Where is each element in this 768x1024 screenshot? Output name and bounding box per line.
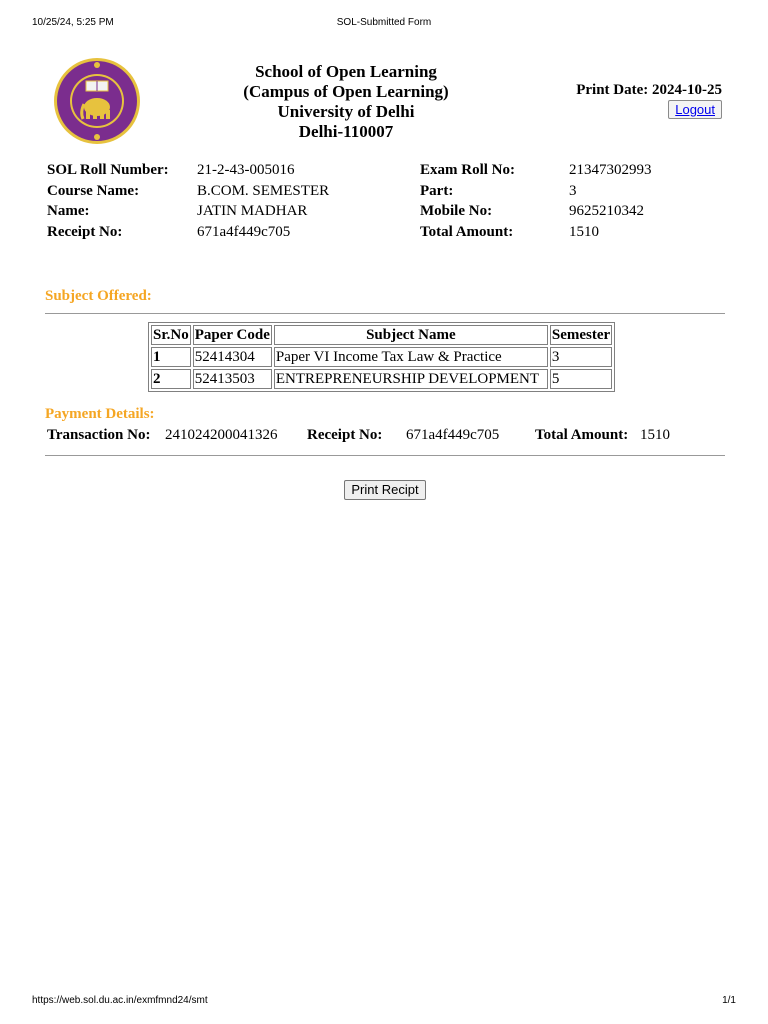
- paper-code-cell: 52413503: [193, 369, 272, 389]
- table-row: [151, 369, 612, 389]
- institution-name: School of Open Learning: [255, 62, 437, 81]
- name-label: Name:: [47, 203, 90, 219]
- subjects-section-title: Subject Offered:: [45, 288, 152, 304]
- info-row: [47, 183, 727, 204]
- amount-label: Total Amount:: [420, 223, 514, 240]
- exam-roll-label: Exam Roll No:: [420, 162, 515, 178]
- payment-receipt-label: Receipt No:: [307, 427, 383, 443]
- subject-name-cell: Paper VI Income Tax Law & Practice: [274, 347, 548, 367]
- subjects-table: [148, 322, 615, 392]
- print-page-title: SOL-Submitted Form: [336, 17, 432, 28]
- subject-name-cell: ENTREPRENEURSHIP DEVELOPMENT: [274, 369, 548, 389]
- print-timestamp: 10/25/24, 5:25 PM: [32, 17, 114, 28]
- semester-cell: 3: [550, 347, 612, 367]
- info-row: [47, 162, 727, 183]
- page-number: 1/1: [722, 995, 736, 1006]
- student-info: [47, 162, 727, 244]
- part-label: Part:: [420, 182, 454, 199]
- sr-no-cell: 2: [151, 369, 191, 389]
- course-value: B.COM. SEMESTER: [197, 182, 330, 199]
- column-header: Semester: [551, 327, 611, 343]
- payment-details: [47, 427, 727, 447]
- mobile-label: Mobile No:: [420, 203, 493, 219]
- paper-code-cell: 52414304: [193, 347, 272, 367]
- info-row: [47, 203, 727, 224]
- divider: [45, 455, 725, 456]
- column-header: Sr.No: [153, 327, 189, 343]
- column-header: Subject Name: [274, 325, 548, 345]
- receipt-value: 671a4f449c705: [197, 223, 291, 240]
- institution-heading: [196, 62, 496, 142]
- part-value: 3: [569, 182, 577, 199]
- column-header: Paper Code: [194, 327, 270, 343]
- print-date: Print Date: 2024-10-25: [576, 82, 722, 98]
- exam-roll-value: 21347302993: [569, 162, 652, 178]
- payment-section-title: Payment Details:: [45, 406, 155, 422]
- browser-print-footer: [0, 995, 768, 1009]
- mobile-value: 9625210342: [569, 203, 644, 219]
- payment-amount-value: 1510: [640, 427, 670, 443]
- transaction-label: Transaction No:: [47, 427, 151, 443]
- receipt-label: Receipt No:: [47, 223, 123, 240]
- payment-receipt-value: 671a4f449c705: [406, 427, 500, 443]
- roll-label: SOL Roll Number:: [47, 162, 169, 178]
- institution-address: Delhi-110007: [298, 122, 394, 141]
- table-row: [151, 347, 612, 367]
- info-row: [47, 224, 727, 245]
- amount-value: 1510: [569, 223, 599, 240]
- institution-campus: (Campus of Open Learning): [243, 82, 449, 101]
- divider: [45, 313, 725, 314]
- course-label: Course Name:: [47, 182, 140, 199]
- name-value: JATIN MADHAR: [197, 203, 308, 219]
- university-seal-icon: [53, 57, 141, 145]
- print-receipt-button[interactable]: Print Recipt: [344, 480, 426, 500]
- logout-button[interactable]: Logout: [668, 100, 722, 119]
- university-name: University of Delhi: [277, 102, 415, 121]
- browser-print-header: [0, 17, 768, 31]
- payment-amount-label: Total Amount:: [535, 427, 629, 443]
- semester-cell: 5: [550, 369, 612, 389]
- page-url: https://web.sol.du.ac.in/exmfmnd24/smt: [32, 995, 208, 1006]
- transaction-value: 241024200041326: [165, 427, 278, 443]
- roll-value: 21-2-43-005016: [197, 162, 295, 178]
- sr-no-cell: 1: [151, 347, 191, 367]
- table-header-row: [151, 325, 612, 345]
